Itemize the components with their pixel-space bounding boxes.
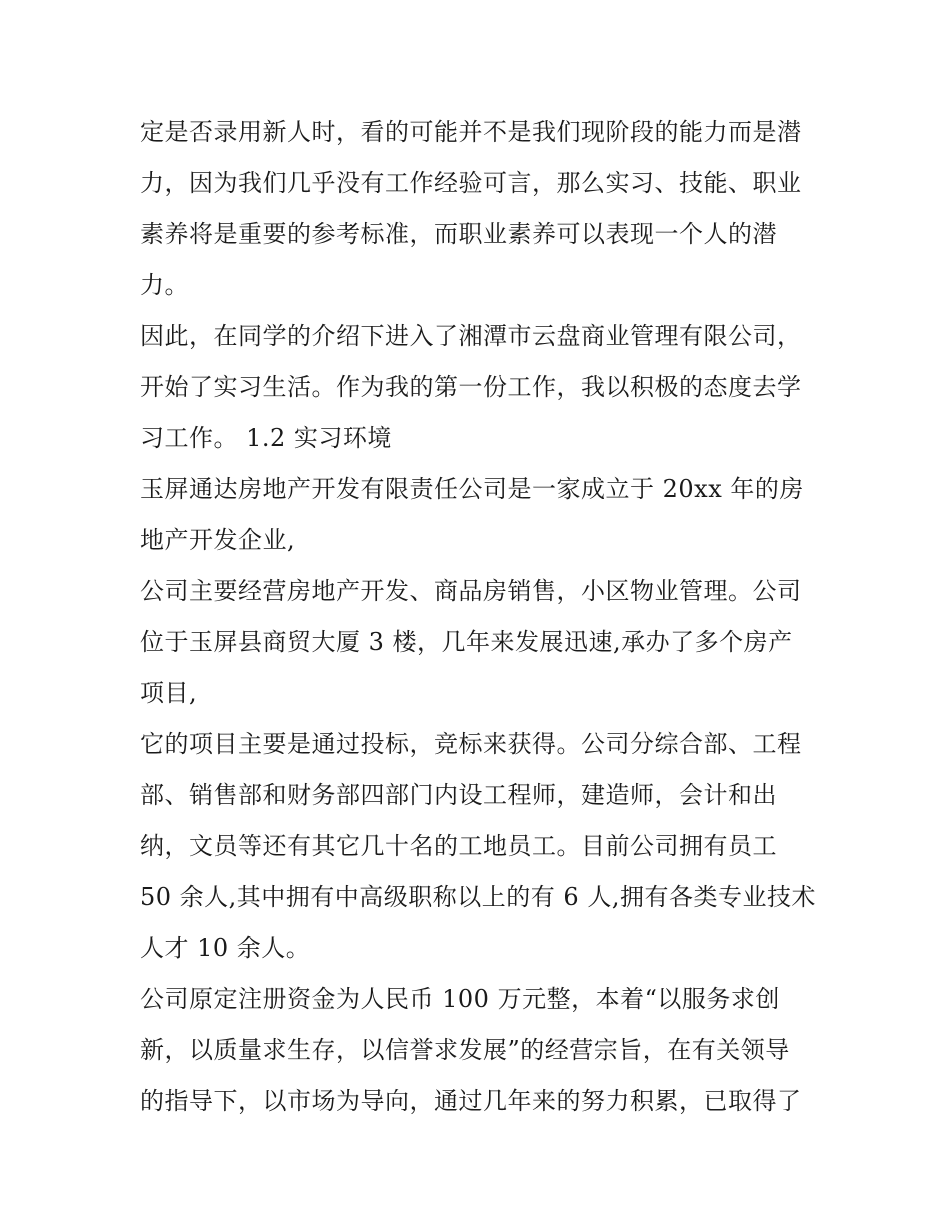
text-line: 开始了实习生活。作为我的第一份工作，我以积极的态度去学 bbox=[140, 373, 802, 401]
text-line: 部、销售部和财务部四部门内设工程师，建造师，会计和出 bbox=[140, 781, 777, 809]
text-line: 50 余人,其中拥有中高级职称以上的有 6 人,拥有各类专业技术 bbox=[140, 883, 816, 911]
text-line: 地产开发企业, bbox=[140, 526, 296, 554]
text-line: 力，因为我们几乎没有工作经验可言，那么实习、技能、职业 bbox=[140, 169, 802, 197]
text-line: 因此，在同学的介绍下进入了湘潭市云盘商业管理有限公司， bbox=[140, 322, 802, 350]
text-line: 项目, bbox=[140, 679, 198, 707]
text-line: 公司原定注册资金为人民币 100 万元整，本着“以服务求创 bbox=[140, 985, 780, 1013]
text-line: 素养将是重要的参考标准，而职业素养可以表现一个人的潜 bbox=[140, 220, 777, 248]
document-body bbox=[140, 107, 830, 1127]
text-line: 新，以质量求生存，以信誉求发展”的经营宗旨，在有关领导 bbox=[140, 1036, 790, 1064]
text-line: 公司主要经营房地产开发、商品房销售，小区物业管理。公司 bbox=[140, 577, 802, 605]
text-line: 位于玉屏县商贸大厦 3 楼，几年来发展迅速,承办了多个房产 bbox=[140, 628, 793, 656]
text-line: 纳，文员等还有其它几十名的工地员工。目前公司拥有员工 bbox=[140, 832, 777, 860]
text-line: 的指导下，以市场为导向，通过几年来的努力积累，已取得了 bbox=[140, 1087, 802, 1115]
text-line: 它的项目主要是通过投标，竞标来获得。公司分综合部、工程 bbox=[140, 730, 802, 758]
text-line: 人才 10 余人。 bbox=[140, 934, 311, 962]
text-line: 习工作。 1.2 实习环境 bbox=[140, 424, 392, 452]
text-line: 玉屏通达房地产开发有限责任公司是一家成立于 20xx 年的房 bbox=[140, 475, 804, 503]
text-line: 定是否录用新人时，看的可能并不是我们现阶段的能力而是潜 bbox=[140, 118, 802, 146]
text-line: 力。 bbox=[140, 271, 189, 299]
